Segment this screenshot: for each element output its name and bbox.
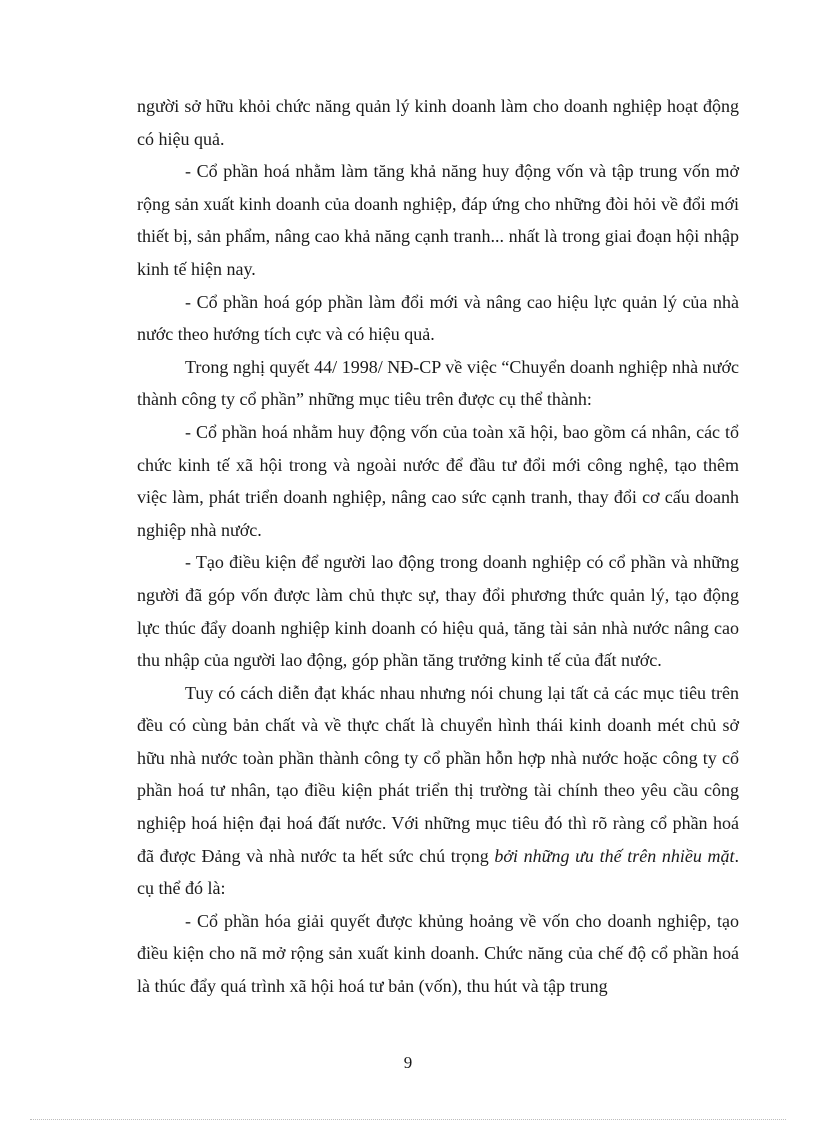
footer-divider (30, 1119, 786, 1120)
paragraph-6: - Tạo điều kiện để người lao động trong doanh nghiệp có cổ phần và những người đã góp vốn được làm chủ thực sự, thay đổi phương thức quản lý, tạo động lực thúc đẩy doanh nghiệp kinh doanh có hiệu quả, tăng tài sản nhà nước nâng cao thu nhập của người lao động, góp phần tăng trưởng kinh tế của đất nước. (137, 552, 739, 671)
paragraph-4: Trong nghị quyết 44/ 1998/ NĐ-CP về việc “Chuyển doanh nghiệp nhà nước thành công ty cổ phần” những mục tiêu trên được cụ thể thành: (137, 356, 739, 410)
paragraph-8: - Cổ phần hóa giải quyết được khủng hoảng về vốn cho doanh nghiệp, tạo điều kiện cho nã mở rộng sản xuất kinh doanh. Chức năng của chế độ cổ phần hoá là thúc đẩy quá trình xã hội hoá tư bản (vốn), thu hút và tập trung (137, 910, 739, 997)
paragraph-1: người sở hữu khỏi chức năng quản lý kinh doanh làm cho doanh nghiệp hoạt động có hiệu quả. (137, 96, 739, 149)
paragraph-5: - Cổ phần hoá nhằm huy động vốn của toàn xã hội, bao gồm cá nhân, các tổ chức kinh tế xã hội trong và ngoài nước để đầu tư đổi mới công nghệ, tạo thêm việc làm, phát triển doanh nghiệp, nâng cao sức cạnh tranh, thay đổi cơ cấu doanh nghiệp nhà nước. (137, 421, 739, 540)
paragraph-7-after: . cụ thể đó là: (137, 845, 740, 899)
page-number: 9 (403, 1053, 413, 1072)
paragraph-7 (137, 677, 739, 905)
paragraph-3: - Cổ phần hoá góp phần làm đổi mới và nâng cao hiệu lực quản lý của nhà nước theo hướng tích cực và có hiệu quả. (137, 291, 739, 345)
paragraph-7-text: Tuy có cách diễn đạt khác nhau nhưng nói chung lại tất cả các mục tiêu trên đều có cùng bản chất và về thực chất là chuyển hình thái kinh doanh mét chủ sở hữu nhà nước toàn phần thành công ty cổ phần hỗn hợp nhà nước hoặc công ty cổ phần hoá tư nhân, tạo điều kiện phát triển thị trường tài chính theo yêu cầu công nghiệp hoá hiện đại hoá đất nước. Với những mục tiêu đó thì rõ ràng cổ phần hoá đã được Đảng và nhà nước ta hết sức chú trọng (137, 682, 739, 866)
body-text (137, 90, 739, 1003)
paragraph-7-italic: bởi những ưu thế trên nhiều mặt (494, 845, 735, 866)
paragraph-2: - Cổ phần hoá nhằm làm tăng khả năng huy động vốn và tập trung vốn mở rộng sản xuất kinh doanh của doanh nghiệp, đáp ứng cho những đòi hỏi về đổi mới thiết bị, sản phẩm, nâng cao khả năng cạnh tranh... nhất là trong giai đoạn hội nhập kinh tế hiện nay. (137, 161, 739, 279)
